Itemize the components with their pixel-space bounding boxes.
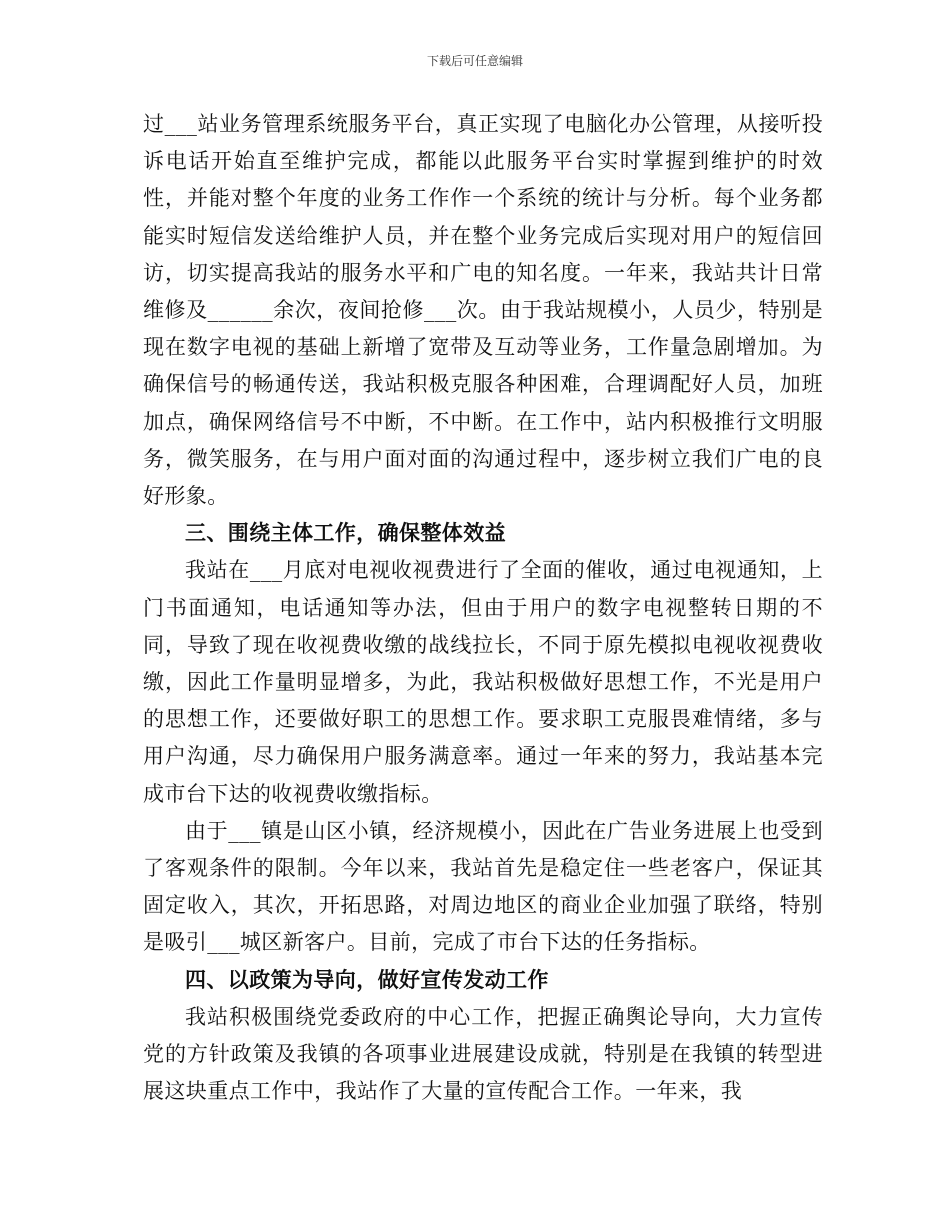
paragraph-publicity: 我站积极围绕党委政府的中心工作，把握正确舆论导向，大力宣传党的方针政策及我镇的各项事业进展建设成就，特别是在我镇的转型进展这块重点工作中，我站作了大量的宣传配合工作。一年来，我 — [143, 1004, 823, 1104]
paragraph-continued: 过___站业务管理系统服务平台，真正实现了电脑化办公管理，从接听投诉电话开始直至维护完成，都能以此服务平台实时掌握到维护的时效性，并能对整个年度的业务工作作一个系统的统计与分析。每个业务都能实时短信发送给维护人员，并在整个业务完成后实现对用户的短信回访，切实提高我站的服务水平和广电的知名度。一年来，我站共计日常维修及______余次，夜间抢修___次。由于我站规模小，人员少，特别是现在数字电视的基础上新增了宽带及互动等业务，工作量急剧增加。为确保信号的畅通传送，我站积极克服各种困难，合理调配好人员，加班加点，确保网络信号不中断，不中断。在工作中，站内积极推行文明服务，微笑服务，在与用户面对面的沟通过程中，逐步树立我们广电的良好形象。 — [143, 112, 823, 509]
section-heading-4: 四、以政策为导向，做好宣传发动工作 — [185, 967, 549, 992]
page-header: 下载后可任意编辑 — [426, 54, 523, 68]
paragraph-advertising: 由于___镇是山区小镇，经济规模小，因此在广告业务进展上也受到了客观条件的限制。今年以来，我站首先是稳定住一些老客户，保证其固定收入，其次，开拓思路，对周边地区的商业企业加强了联络，特别是吸引___城区新客户。目前，完成了市台下达的任务指标。 — [143, 818, 823, 955]
section-heading-3: 三、围绕主体工作，确保整体效益 — [185, 521, 506, 546]
paragraph-fee-collection: 我站在___月底对电视收视费进行了全面的催收，通过电视通知，上门书面通知，电话通知等办法，但由于用户的数字电视整转日期的不同，导致了现在收视费收缴的战线拉长，不同于原先模拟电视收视费收缴，因此工作量明显增多，为此，我站积极做好思想工作，不光是用户的思想工作，还要做好职工的思想工作。要求职工克服畏难情绪，多与用户沟通，尽力确保用户服务满意率。通过一年来的努力，我站基本完成市台下达的收视费收缴指标。 — [143, 558, 823, 806]
document-body — [143, 106, 823, 1110]
